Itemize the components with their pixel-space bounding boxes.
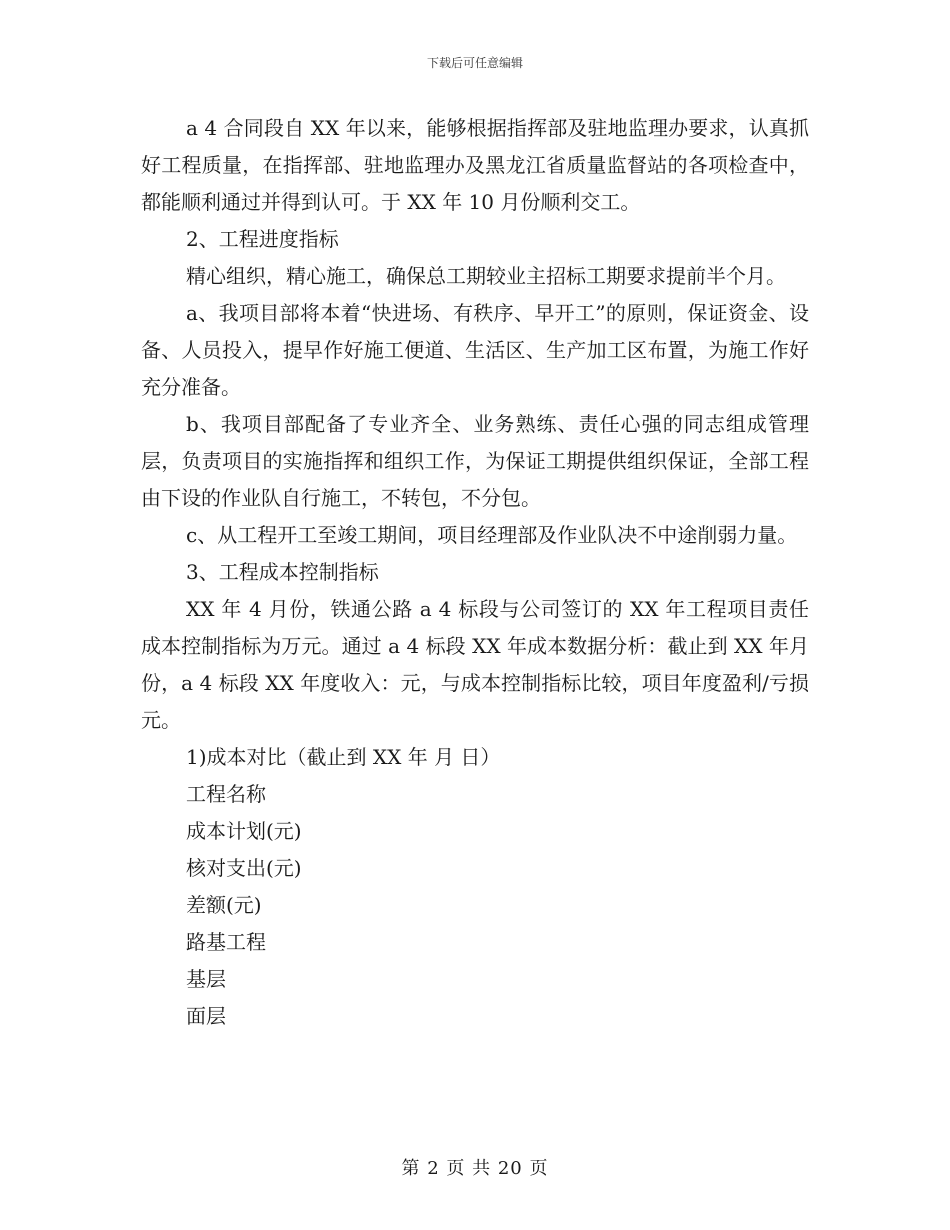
page-number: 第 2 页 共 20 页 <box>401 1158 549 1179</box>
list-item: 核对支出(元) <box>186 856 302 880</box>
document-body <box>141 110 809 1035</box>
paragraph-item-a: a、我项目部将本着“快进场、有秩序、早开工”的原则，保证资金、设备、人员投入，提早作好施工便道、生活区、生产加工区布置，为施工作好充分准备。 <box>141 301 809 399</box>
list-item: 面层 <box>186 1004 226 1028</box>
list-item: 基层 <box>186 967 226 991</box>
heading-progress: 2、工程进度指标 <box>186 227 339 251</box>
paragraph-progress-goal: 精心组织，精心施工，确保总工期较业主招标工期要求提前半个月。 <box>186 264 786 288</box>
subheading-cost-comparison: 1)成本对比（截止到 XX 年 月 日） <box>186 745 501 769</box>
list-item: 工程名称 <box>186 782 266 806</box>
list-item: 差额(元) <box>186 893 262 917</box>
heading-cost-control: 3、工程成本控制指标 <box>186 560 379 584</box>
paragraph-item-b: b、我项目部配备了专业齐全、业务熟练、责任心强的同志组成管理层，负责项目的实施指挥和组织工作，为保证工期提供组织保证，全部工程由下设的作业队自行施工，不转包，不分包。 <box>141 412 809 510</box>
list-item: 成本计划(元) <box>186 819 302 843</box>
header-note: 下载后可任意编辑 <box>426 56 523 70</box>
paragraph-cost-analysis: XX 年 4 月份，铁通公路 a 4 标段与公司签订的 XX 年工程项目责任成本控制指标为万元。通过 a 4 标段 XX 年成本数据分析：截止到 XX 年月份，a 4 标段 XX 年度收入：元，与成本控制指标比较，项目年度盈利/亏损元。 <box>141 597 809 732</box>
list-item: 路基工程 <box>186 930 266 954</box>
paragraph-quality: a 4 合同段自 XX 年以来，能够根据指挥部及驻地监理办要求，认真抓好工程质量，在指挥部、驻地监理办及黑龙江省质量监督站的各项检查中，都能顺利通过并得到认可。于 XX 年 10 月份顺利交工。 <box>141 116 809 214</box>
paragraph-item-c: c、从工程开工至竣工期间，项目经理部及作业队决不中途削弱力量。 <box>186 523 798 547</box>
